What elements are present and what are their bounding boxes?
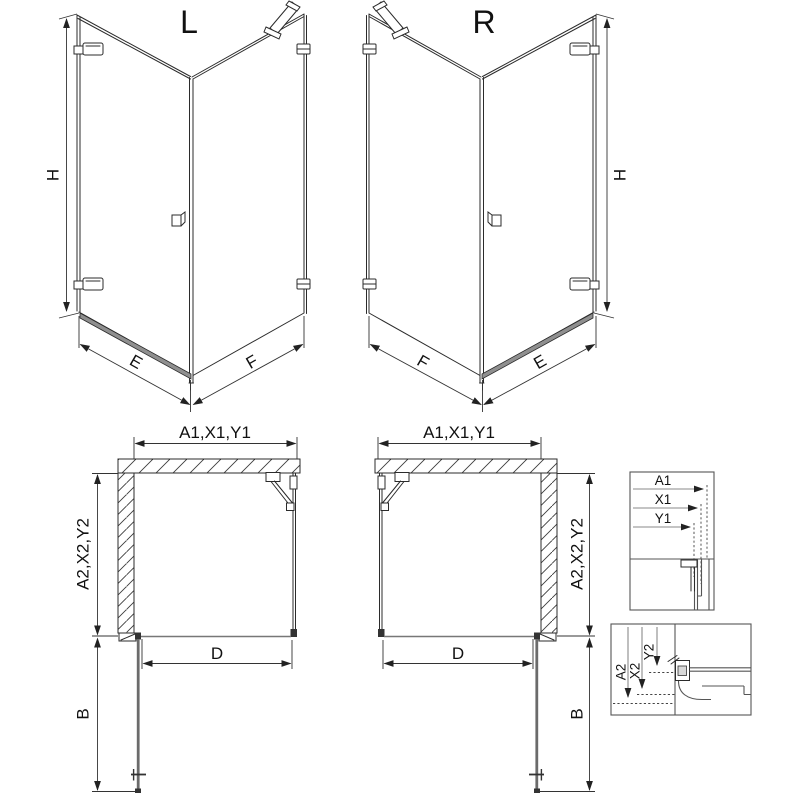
- wall-side: [118, 473, 134, 633]
- detail-view-width-dims: [630, 472, 714, 610]
- dim-door-width: [484, 316, 596, 405]
- detail-dim-y1: Y1: [654, 511, 672, 526]
- variant-label-left: L: [180, 4, 198, 40]
- detail-view-depth-dims: [611, 624, 751, 715]
- dim-label-side-width: F: [242, 351, 262, 373]
- wall-bracket-bottom: [297, 279, 310, 289]
- wall-profile-section: [681, 559, 709, 610]
- support-bar: [264, 1, 300, 39]
- dim-label-door-swing: B: [567, 708, 587, 720]
- hinge-bottom: [570, 278, 599, 290]
- plan-view-right: [375, 423, 595, 793]
- detail-dim-x1: X1: [654, 492, 672, 507]
- fixed-glass-panel: [378, 473, 385, 637]
- dim-door-width: [79, 316, 191, 412]
- door-pivot: [534, 633, 540, 640]
- fixed-glass-panel: [290, 473, 297, 637]
- detail-dim-x2: X2: [627, 662, 643, 680]
- variant-label-right: R: [472, 4, 496, 40]
- dim-depth: [557, 474, 595, 637]
- hinge-top: [74, 43, 103, 55]
- dim-label-door-width: E: [530, 350, 550, 374]
- shower-tray-section: [679, 681, 751, 700]
- dim-width: [378, 423, 541, 459]
- wall-end-profile: [119, 633, 136, 641]
- glass-clamp-section: [668, 656, 690, 681]
- dim-label-width: A1,X1,Y1: [179, 423, 251, 442]
- dim-label-opening: D: [451, 644, 465, 663]
- wall-end-profile: [539, 633, 556, 641]
- wall-bracket-bottom: [363, 279, 376, 289]
- door-end-cap: [534, 789, 540, 794]
- wall-side: [541, 473, 557, 633]
- dim-label-height: H: [43, 168, 63, 182]
- dim-label-side-width: F: [413, 351, 433, 373]
- perspective-view-right: [363, 1, 630, 412]
- dim-height: [44, 14, 80, 318]
- hinge-bottom: [74, 278, 103, 290]
- dim-door-swing: [537, 639, 595, 792]
- wall-top: [375, 459, 557, 473]
- hinge-top: [570, 43, 599, 55]
- support-bar: [373, 1, 409, 39]
- dim-side-width: [369, 316, 483, 412]
- door-pivot: [135, 633, 141, 640]
- glass-panel-section: [690, 668, 751, 671]
- dim-label-depth: A2,X2,Y2: [567, 518, 587, 590]
- dim-label-door-swing: B: [73, 708, 93, 720]
- dim-label-depth: A2,X2,Y2: [73, 518, 93, 590]
- dim-opening: [142, 639, 292, 669]
- dim-door-swing: [74, 639, 139, 792]
- dim-width: [134, 423, 297, 459]
- perspective-view-left: [44, 1, 311, 412]
- dim-depth: [74, 474, 119, 637]
- detail-dim-y2: Y2: [641, 643, 657, 661]
- wall-bracket-top: [297, 44, 310, 54]
- dim-height: [594, 14, 630, 318]
- detail-dim-a1: A1: [654, 473, 672, 488]
- dim-label-width: A1,X1,Y1: [423, 423, 495, 442]
- door-handle: [488, 212, 501, 226]
- plan-view-left: [74, 423, 301, 793]
- dim-label-opening: D: [210, 644, 224, 663]
- door-end-cap: [135, 789, 141, 794]
- door-handle: [172, 212, 185, 226]
- dim-label-height: H: [610, 168, 630, 182]
- wall-top: [118, 459, 300, 473]
- dim-label-door-width: E: [126, 350, 146, 374]
- dim-opening: [383, 639, 533, 669]
- detail-dim-a2: A2: [613, 663, 629, 681]
- wall-bracket-top: [363, 44, 376, 54]
- dim-side-width: [194, 316, 305, 405]
